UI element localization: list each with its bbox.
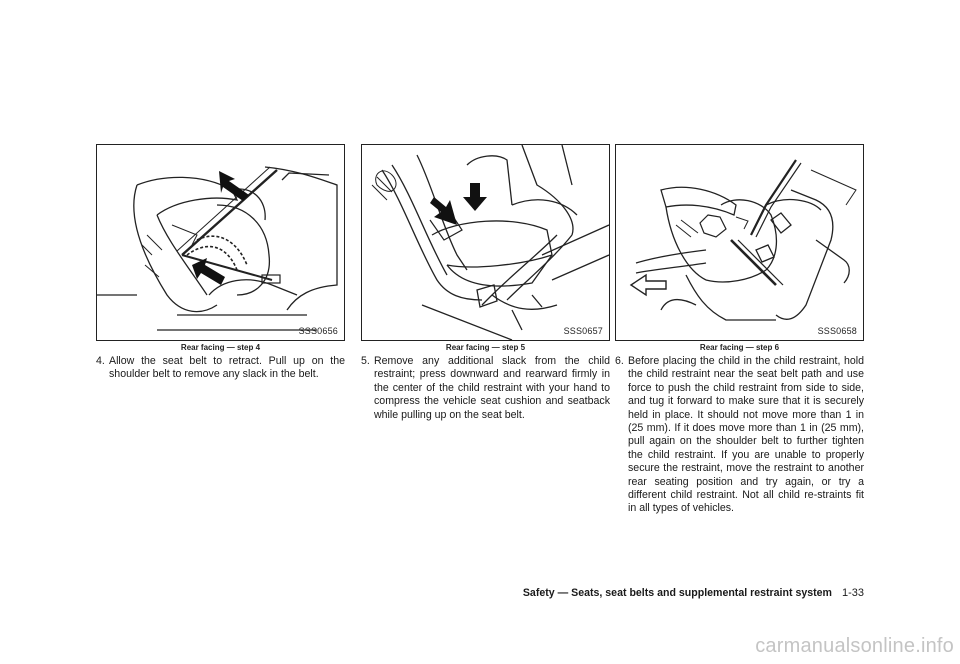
column-step-5 (361, 144, 610, 422)
figure-caption: Rear facing — step 4 (180, 343, 261, 352)
step-6-instruction (615, 355, 864, 516)
step-text: Remove any additional slack from the child restraint; press downward and rearward firmly in the center of the child restraint with your hand to compress the vehicle seat cushion and seatback while pulling up on the seat belt. (374, 355, 610, 421)
watermark: carmanualsonline.info (755, 635, 954, 657)
step-number: 4. (96, 355, 105, 367)
footer-section-title: Safety — Seats, seat belts and supplemental restraint system (522, 587, 832, 599)
column-step-4 (96, 144, 345, 382)
step-text: Before placing the child in the child restraint, hold the child restraint near the seat belt path and use force to push the child restraint from side to side, and tug it forward to make sure that it is securely held in place. It should not move more than 1 in (25 mm). If it does move more than 1 in (25 mm), pull again on the shoulder belt to further tighten the child restraint. If you are unable to properly secure the restraint, move the restraint to another rear seating position and try again, or try a different child restraint. Not all child re-straints fit in all types of vehicles. (628, 355, 864, 515)
figure-code: SSS0656 (298, 326, 338, 336)
page-footer (523, 587, 864, 599)
figure-code: SSS0658 (817, 326, 857, 336)
step-5-instruction (361, 355, 610, 422)
illustration-step-4 (97, 145, 344, 340)
figure-caption: Rear facing — step 6 (699, 343, 780, 352)
illustration-step-6 (616, 145, 863, 340)
column-step-6 (615, 144, 864, 516)
illustration-step-5 (362, 145, 609, 340)
step-text: Allow the seat belt to retract. Pull up on the shoulder belt to remove any slack in the belt. (109, 355, 345, 381)
step-number: 5. (361, 355, 370, 367)
step-number: 6. (615, 355, 624, 367)
figure-step-6 (615, 144, 864, 341)
page-number: 1-33 (841, 587, 864, 599)
figure-caption: Rear facing — step 5 (445, 343, 526, 352)
figure-step-5 (361, 144, 610, 341)
figure-step-4 (96, 144, 345, 341)
figure-code: SSS0657 (563, 326, 603, 336)
step-4-instruction (96, 355, 345, 382)
